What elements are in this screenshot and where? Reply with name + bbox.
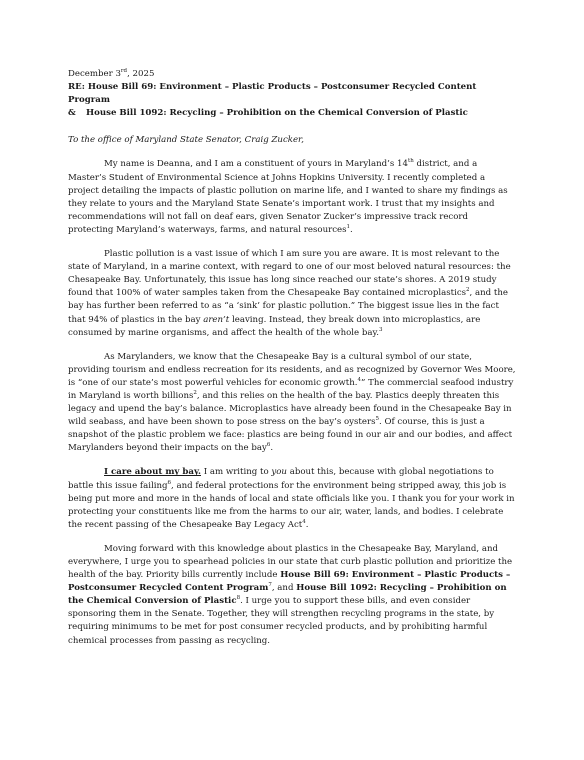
salutation: To the office of Maryland State Senator, Craig Zucker, xyxy=(68,135,304,146)
care-statement: I care about my bay. xyxy=(104,467,201,478)
footnote-ref: 2 xyxy=(193,390,197,397)
footnote-ref: 6 xyxy=(266,442,271,449)
text: . xyxy=(270,443,274,454)
text: As Marylanders, we know that the Chesapeake Bay is a cultural symbol of our state, providing tourism and endless recreation for its residents, and as recognized by Governor Wes Moore, is “one of our state’s most powerful vehicles for economic growth. xyxy=(68,351,516,388)
footnote-ref: 7 xyxy=(268,582,272,589)
text: ” The commercial seafood industry in Maryland is worth billions xyxy=(68,377,514,401)
emphasis-text: you xyxy=(271,467,287,478)
text: , and xyxy=(271,583,297,594)
text: . Of course, this is just a snapshot of the plastic problem we face: plastics are being found in our air and our bodies, and affect Marylanders beyond their impacts on the bay xyxy=(68,417,513,454)
text: about this, because with global negotiations to battle this issue failing xyxy=(68,467,494,491)
text: district, and a Master’s Student of Environmental Science at Johns Hopkins University. I recently completed a project detailing the impacts of plastic pollution on marine life, and I wanted to share my findings as they relate to yours and the Maryland State Senate’s important work. I trust that my insights and recommendations will not fall on deaf ears, given Senator Zucker’s impressive track record protecting Maryland’s waterways, farms, and natural resources xyxy=(68,159,508,235)
date-year: , 2025 xyxy=(127,69,155,79)
paragraph-1 xyxy=(68,158,516,237)
footnote-ref: 2 xyxy=(466,287,470,294)
text: Plastic pollution is a vast issue of which I am sure you are aware. It is most relevant to the state of Maryland, in a marine context, with regard to one of our most beloved natural resources: the Chesapeake Bay. Unfortunately, this issue has long since reached our state’s shores. A 2019 study found that 100% of water samples taken from the Chesapeake Bay contained microplastics xyxy=(68,249,511,299)
footnote-ref: 5 xyxy=(375,416,379,423)
footnote-ref: 1 xyxy=(346,224,351,231)
paragraph-5 xyxy=(68,543,516,648)
text: leaving. Instead, they break down into microplastics, are consumed by marine organisms, and affect the health of the whole bay. xyxy=(68,314,481,338)
footnote-ref: 6 xyxy=(167,479,171,486)
bill-69-name: House Bill 69: Environment – Plastic Products – Postconsumer Recycled Content Program xyxy=(68,570,511,594)
date-text: December 3 xyxy=(68,69,121,79)
date-ordinal: rd xyxy=(120,68,128,75)
letter-body xyxy=(68,68,516,659)
footnote-ref: 4 xyxy=(302,518,306,525)
text: . I urge you to support these bills, and even consider sponsoring them in the Senate. Together, they will strengthen recycling programs in the state, by requiring minimums to be met for post consumer recycled products, and by prohibiting harmful chemical processes from passing as recycling. xyxy=(68,596,495,646)
text: . xyxy=(350,224,353,235)
footnote-ref: 3 xyxy=(378,326,383,333)
emphasis-text: aren’t xyxy=(203,314,230,325)
subject-line-1: RE: House Bill 69: Environment – Plastic Products – Postconsumer Recycled Content Program xyxy=(68,82,477,106)
text: My name is Deanna, and I am a constituent of yours in Maryland’s 14 xyxy=(104,159,408,170)
footnote-ref: 4 xyxy=(357,377,361,384)
letter-date xyxy=(68,68,516,81)
subject-line-2 xyxy=(68,107,516,120)
text: . xyxy=(305,519,309,530)
footnote-ref: 8 xyxy=(236,595,241,602)
subject-line-2-text: House Bill 1092: Recycling – Prohibition on the Chemical Conversion of Plastic xyxy=(86,108,468,119)
text: , and federal protections for the environment being stripped away, this job is being put more and more in the hands of local and state officials like you. I thank you for your work in protecting your constituents like me from the harms to our air, water, lands, and bodies. I celebrate the recent passing of the Chesapeake Bay Legacy Act xyxy=(68,480,515,530)
paragraph-4 xyxy=(68,466,516,531)
bill-1092-name: House Bill 1092: Recycling – Prohibition on the Chemical Conversion of Plastic xyxy=(68,583,507,607)
text: Moving forward with this knowledge about plastics in the Chesapeake Bay, Maryland, and everywhere, I urge you to spearhead policies in our state that curb plastic pollution and prioritize the health of the bay. Priority bills currently include xyxy=(68,543,513,581)
text: I am writing to xyxy=(200,467,272,478)
subject-ampersand: & xyxy=(68,108,76,119)
text: , and this relies on the health of the bay. Plastics deeply threaten this legacy and upend the bay’s balance. Microplastics have already been found in the Chesapeake Bay in wild seabass, and have been shown to pose stress on the bay’s oysters xyxy=(68,390,512,428)
paragraph-3 xyxy=(68,351,516,456)
paragraph-2 xyxy=(68,248,516,340)
superscript: th xyxy=(407,158,414,165)
text: , and the bay has further been referred to as “a ‘sink’ for plastic pollution.” The biggest issue lies in the fact that 94% of plastics in the bay xyxy=(68,288,508,325)
